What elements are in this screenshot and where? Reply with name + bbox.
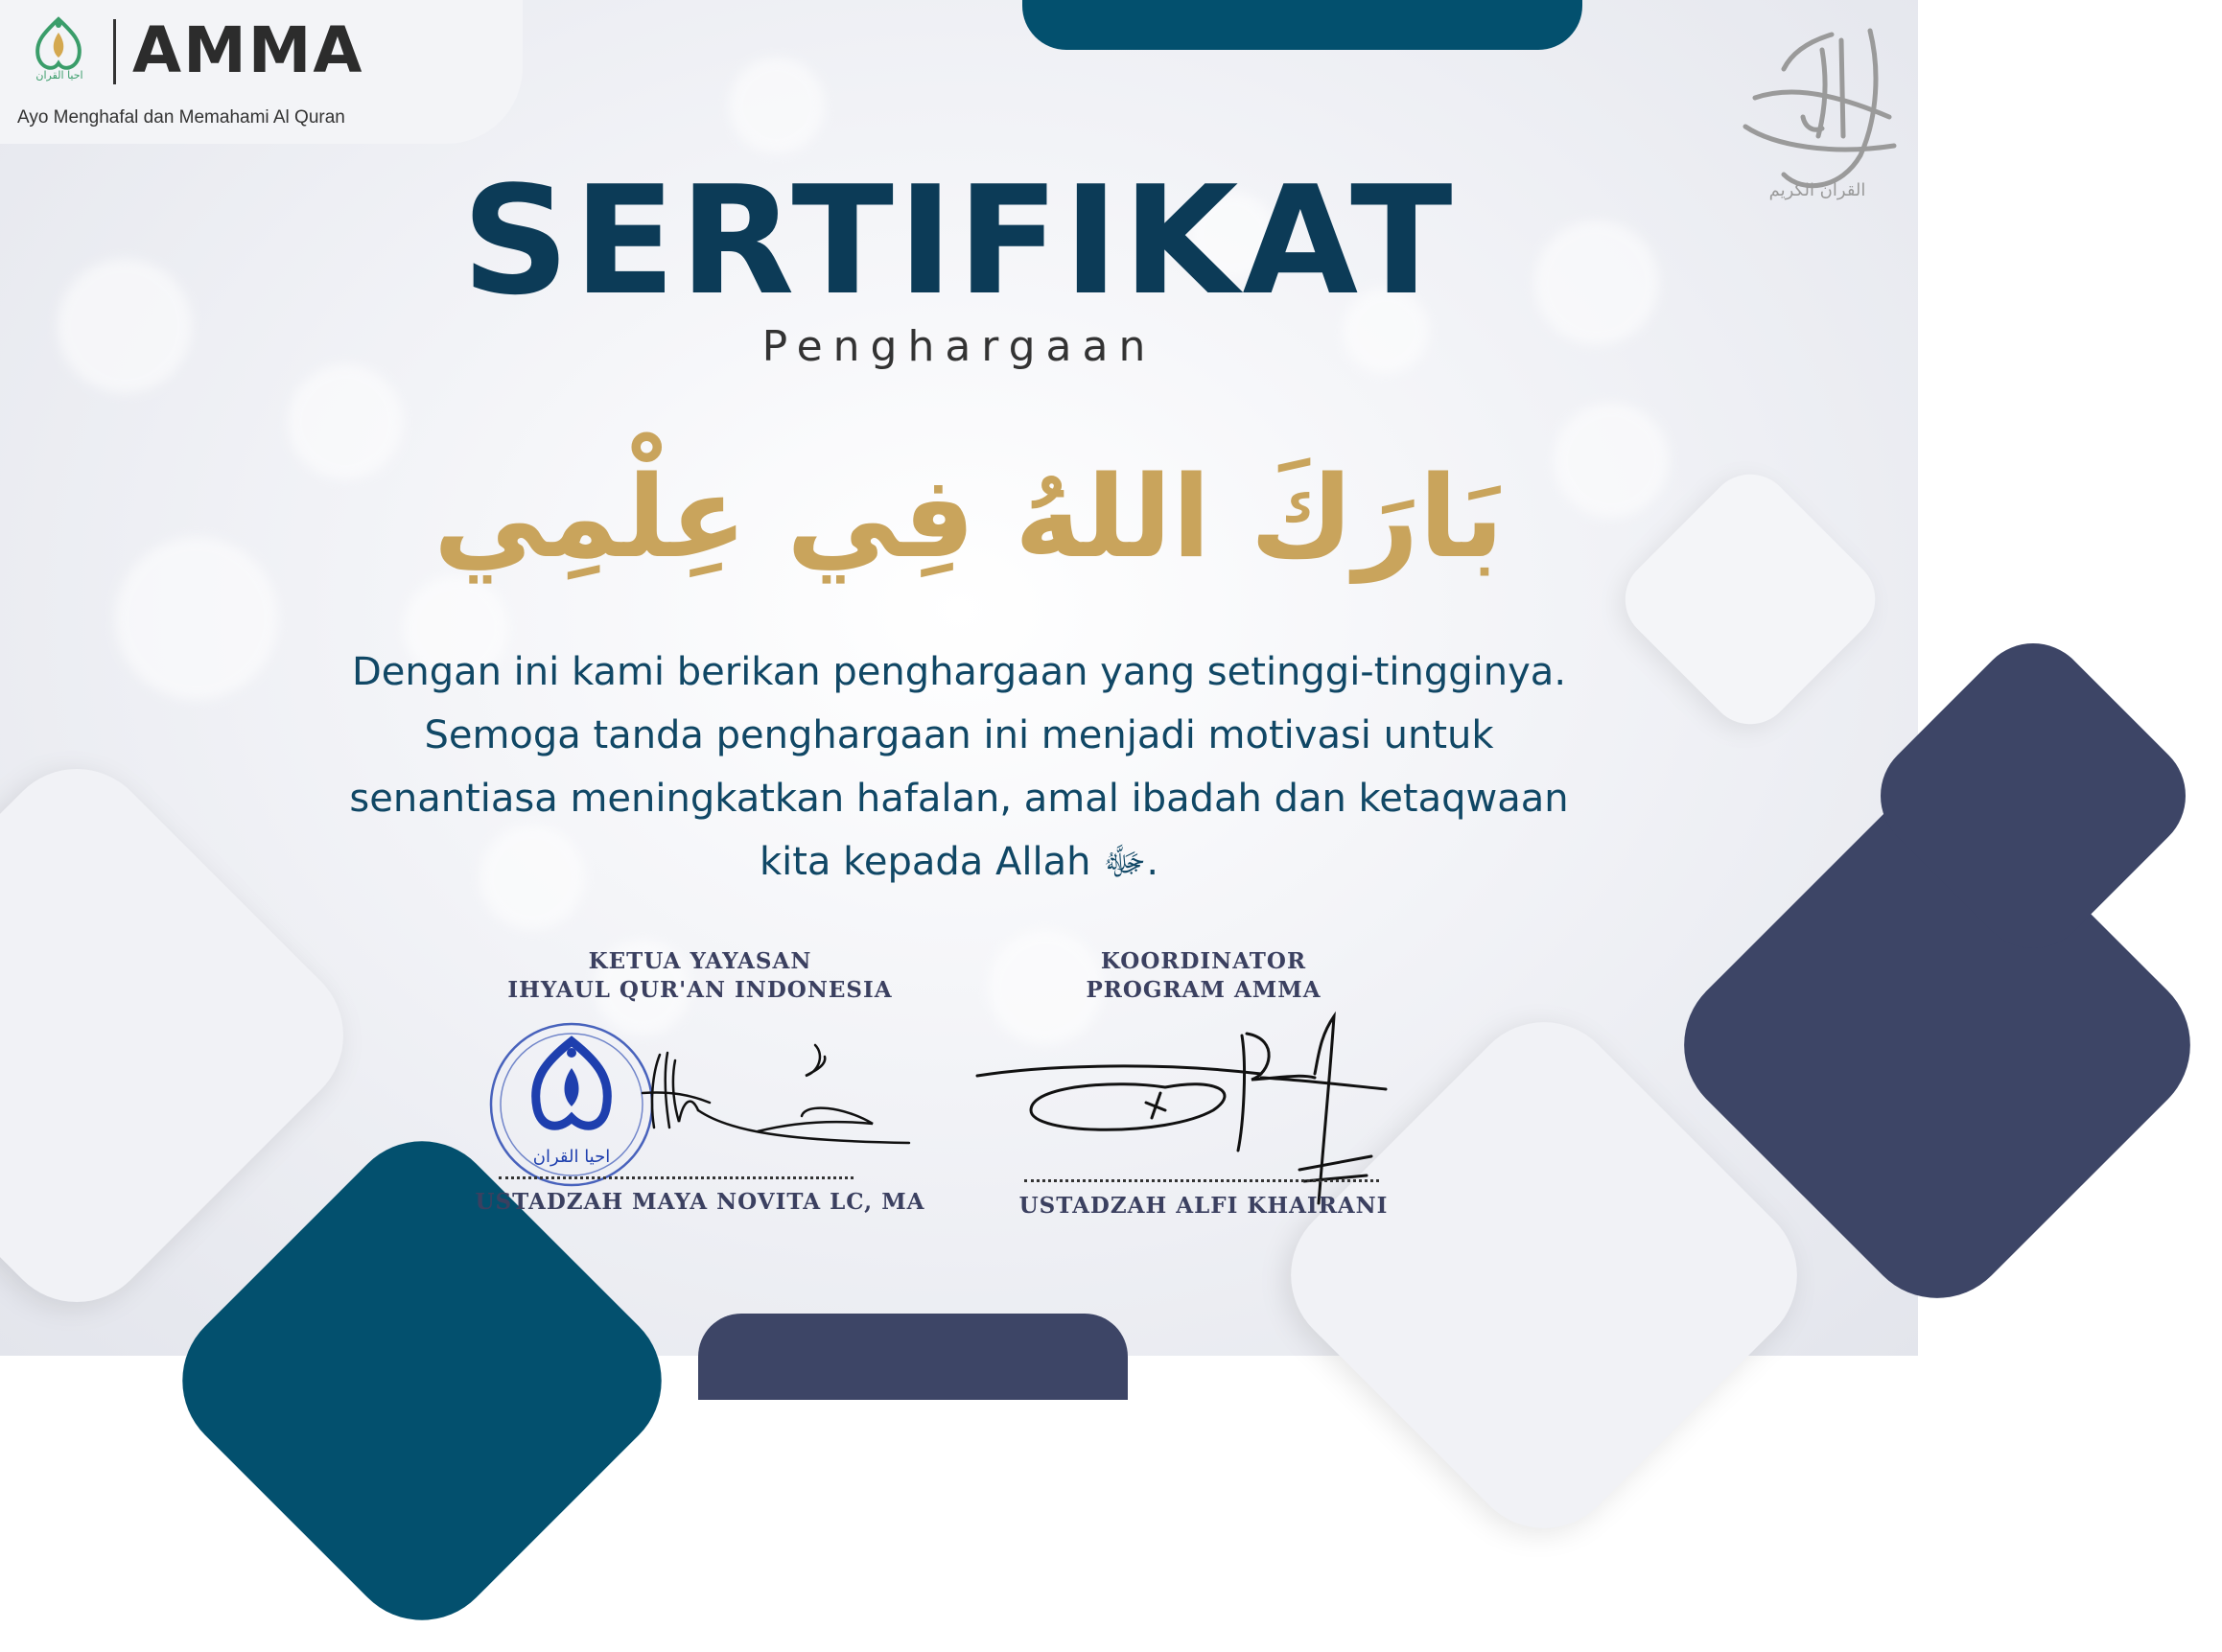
body-line: Semoga tanda penghargaan ini menjadi motivasi untuk <box>424 713 1494 757</box>
signatory-1-name: USTADZAH MAYA NOVITA LC, MA <box>475 1189 925 1215</box>
certificate-title: SERTIFIKAT <box>461 153 1457 328</box>
bokeh-light <box>1554 403 1669 518</box>
signatory-2-name: USTADZAH ALFI KHAIRANI <box>1018 1193 1389 1219</box>
bokeh-light <box>729 58 825 153</box>
certificate-body <box>278 640 1640 894</box>
body-line: kita kepada Allah ﷻ. <box>759 840 1159 884</box>
brand-header <box>0 0 523 144</box>
signatory-1-role <box>479 947 921 1005</box>
arabic-calligraphy <box>433 393 1505 623</box>
stamp-caption: احيا القران <box>532 1147 611 1167</box>
body-line: senantiasa meningkatkan hafalan, amal ibadah dan ketaqwaan <box>349 777 1569 821</box>
bokeh-light <box>115 537 278 700</box>
logo-divider <box>113 19 116 84</box>
emblem-text: القرآن الكريم <box>1768 180 1866 200</box>
signatory-role-line: IHYAUL QUR'AN INDONESIA <box>507 977 893 1003</box>
certificate-subtitle: Penghargaan <box>761 322 1157 371</box>
top-accent-bar <box>1022 0 1582 50</box>
signature-alfi-khairani <box>973 997 1395 1203</box>
signature-line <box>499 1176 854 1179</box>
bottom-accent-bar <box>698 1314 1128 1400</box>
signature-maya-novita <box>614 1035 911 1160</box>
brand-tagline: Ayo Menghafal dan Memahami Al Quran <box>17 107 345 128</box>
signatory-role-line: PROGRAM AMMA <box>1086 977 1322 1003</box>
signature-line <box>1024 1179 1379 1182</box>
calligraphy-text: بَارَكَ اللهُ فِي عِلْمِي <box>433 451 1505 583</box>
signatory-role-line: KETUA YAYASAN <box>588 948 812 974</box>
brand-name: AMMA <box>132 13 364 87</box>
bokeh-light <box>288 364 403 479</box>
signatory-2-role <box>1017 947 1391 1005</box>
signatory-role-line: KOORDINATOR <box>1100 948 1307 974</box>
body-line: Dengan ini kami berikan penghargaan yang setinggi-tingginya. <box>351 650 1567 694</box>
logo-caption: احيا القران <box>35 69 83 81</box>
